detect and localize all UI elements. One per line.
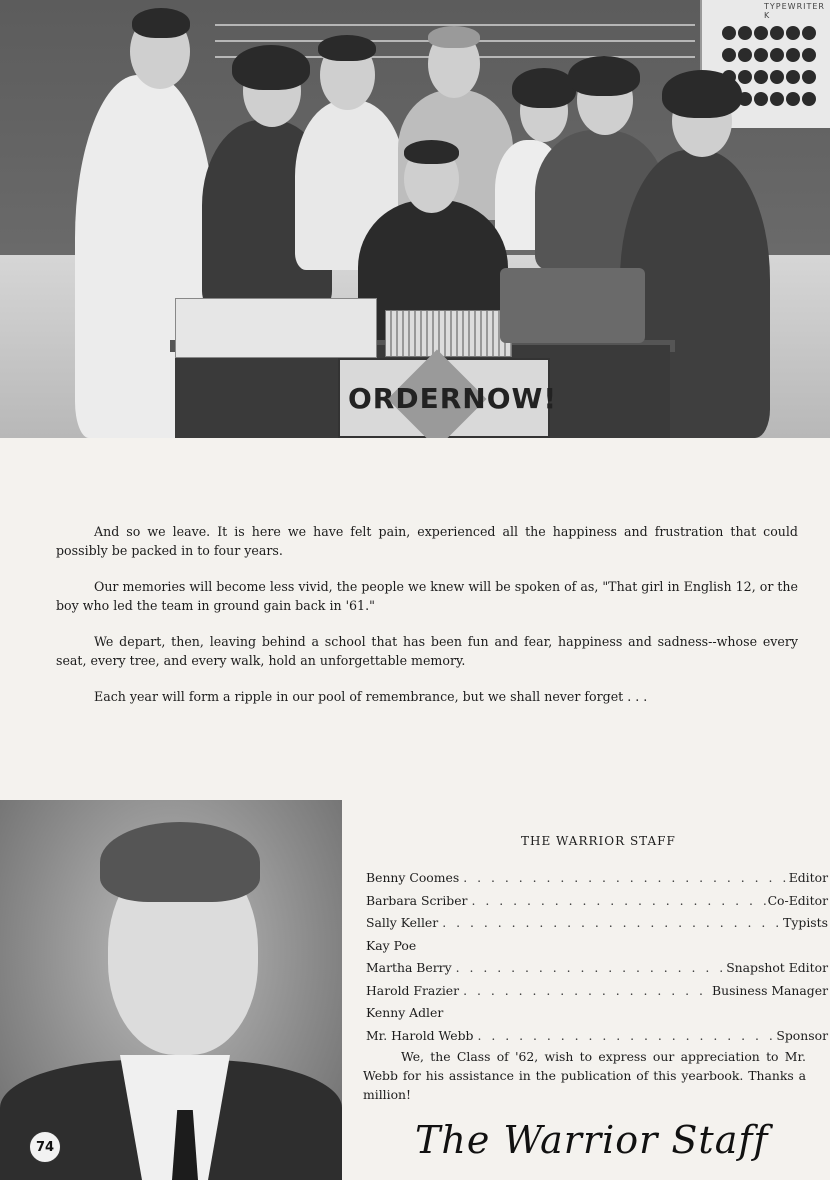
staff-list — [366, 870, 828, 1050]
staff-role: Editor — [788, 870, 828, 885]
portrait-hair — [100, 822, 260, 902]
page-number: 74 — [29, 1131, 61, 1163]
order-now-sign — [338, 358, 558, 438]
staff-signature: The Warrior Staff — [415, 1118, 769, 1162]
staff-name: Barbara Scriber — [366, 892, 468, 908]
staff-name: Sally Keller — [366, 915, 439, 930]
staff-row — [366, 983, 828, 1006]
paragraph: Our memories will become less vivid, the people we knew will be spoken of as, "That girl in English 12, or the boy who led the team in ground gain back in '61." — [56, 579, 798, 613]
sign-text-left: ORDER — [348, 381, 463, 415]
staff-role: Snapshot Editor — [726, 960, 828, 975]
paragraph: And so we leave. It is here we have felt pain, experienced all the happiness and frustration that could possibly be packed in to four years. — [56, 524, 798, 558]
staff-row — [366, 870, 828, 893]
staff-name: Harold Frazier — [366, 982, 460, 998]
leader-dots — [468, 893, 768, 908]
staff-row — [366, 1005, 828, 1028]
staff-name: Benny Coomes — [366, 870, 460, 885]
wire-basket — [385, 310, 512, 357]
staff-role: Co-Editor — [767, 892, 828, 908]
staff-name: Mr. Harold Webb — [366, 1027, 474, 1043]
chart-label: TYPEWRITER K — [764, 2, 825, 20]
leader-dots — [473, 1028, 776, 1043]
staff-name: Kay Poe — [366, 937, 417, 953]
leader-dots — [438, 915, 783, 930]
leader-dots — [459, 870, 789, 885]
staff-role: Sponsor — [776, 1027, 828, 1043]
leader-dots — [459, 983, 712, 998]
farewell-text — [56, 522, 798, 723]
staff-row — [366, 960, 828, 983]
staff-row — [366, 893, 828, 916]
staff-group-photo — [0, 0, 830, 438]
staff-name: Martha Berry — [366, 960, 452, 975]
paragraph: We depart, then, leaving behind a school that has been fun and fear, happiness and sadness--whose every seat, every tree, and every walk, hold an unforgettable memory. — [56, 634, 798, 668]
paragraph: Each year will form a ripple in our pool of remembrance, but we shall never forget . . . — [94, 689, 648, 704]
staff-row — [366, 938, 828, 961]
staff-role: Business Manager — [711, 982, 828, 998]
staff-row — [366, 915, 828, 938]
sign-text-right: NOW! — [462, 381, 558, 415]
staff-title: THE WARRIOR STAFF — [521, 834, 676, 848]
paper-box — [175, 298, 377, 358]
leader-dots — [452, 960, 727, 975]
typewriter — [500, 268, 645, 343]
staff-role: Typists — [783, 915, 828, 930]
thanks-note: We, the Class of '62, wish to express our appreciation to Mr. Webb for his assistance in the publication of this yearbook. Thanks a million! — [363, 1049, 806, 1102]
staff-name: Kenny Adler — [366, 1005, 444, 1020]
